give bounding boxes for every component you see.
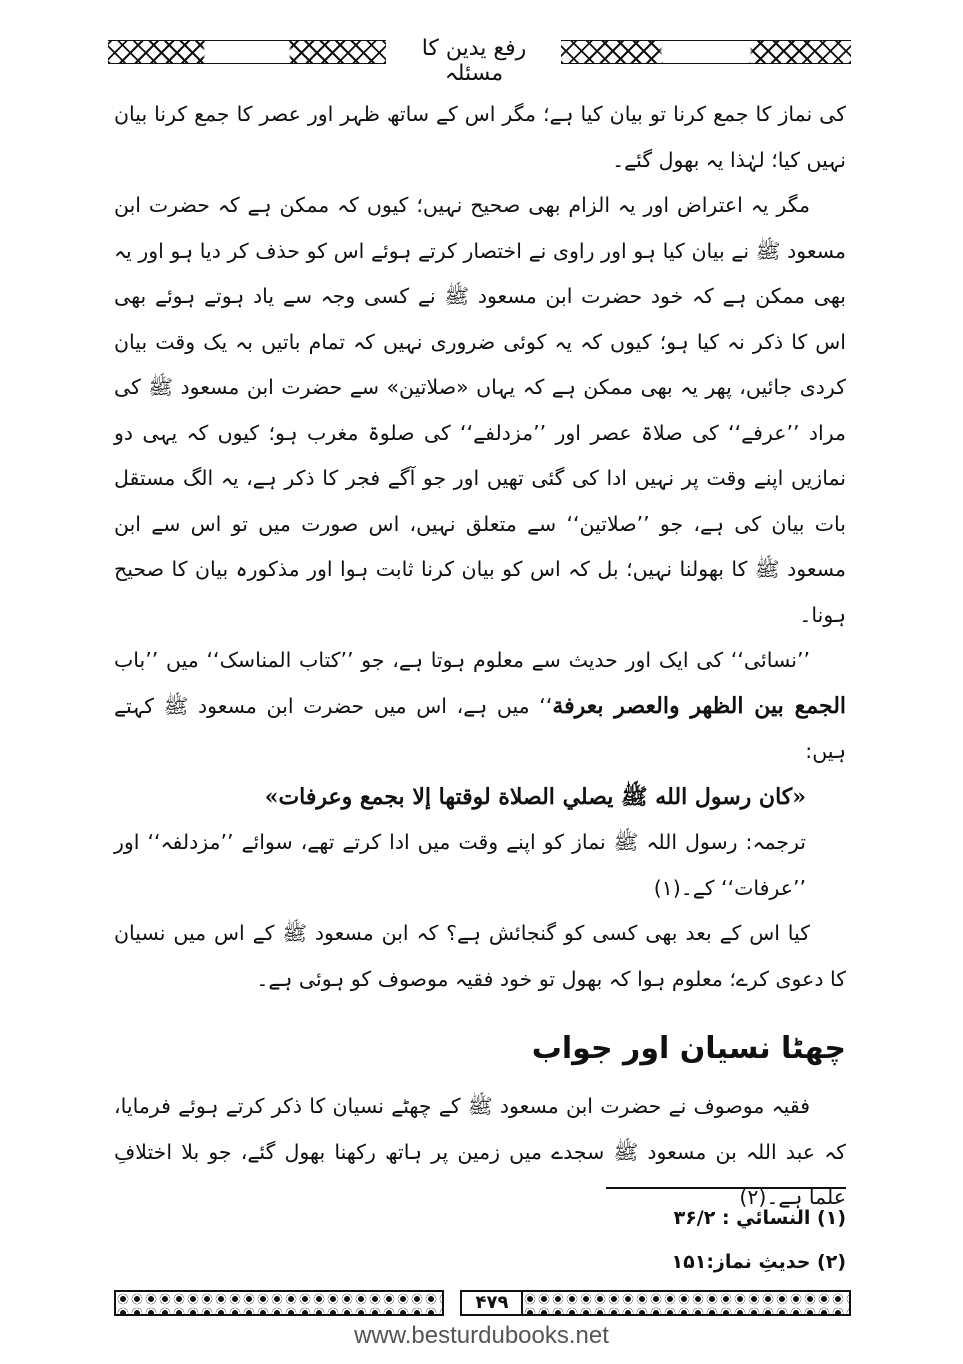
page-header bbox=[108, 32, 851, 86]
footnote-marker: (۲) bbox=[817, 1251, 846, 1273]
watermark-url: www.besturdubooks.net bbox=[354, 1322, 609, 1349]
footnotes bbox=[672, 1196, 846, 1284]
paragraph-3-part-a: ’’نسائی‘‘ کی ایک اور حدیث سے معلوم ہوتا ہے، جو ’’کتاب المناسک‘‘ میں ’’باب bbox=[114, 648, 810, 672]
paragraph-1: کی نماز کا جمع کرنا تو بیان کیا ہے؛ مگر اس کے ساتھ ظہر اور عصر کا جمع کرنا بیان نہیں کیا؛ لہٰذا یہ بھول گئے۔ bbox=[114, 102, 846, 172]
page-number: ۴۷۹ bbox=[460, 1290, 524, 1316]
body-text bbox=[114, 92, 846, 1221]
hadith-translation: ترجمہ: رسول اللہ ﷺ نماز کو اپنے وقت میں ادا کرتے تھے، سوائے ’’مزدلفہ‘‘ اور ’’عرفات‘‘ کے۔(۱) bbox=[114, 830, 806, 900]
running-title: رفع یدین کا مسئلہ bbox=[421, 36, 527, 86]
footnote-marker: (۱) bbox=[817, 1207, 846, 1229]
paragraph-3 bbox=[114, 638, 846, 775]
section-heading: چھٹا نسیان اور جواب bbox=[531, 1031, 846, 1066]
hadith-quote: «كان رسول الله ﷺ يصلي الصلاة لوقتها إلا بجمع وعرفات» bbox=[264, 783, 806, 810]
footnote-divider bbox=[606, 1187, 846, 1189]
footer-ornament-right bbox=[521, 1290, 851, 1316]
chapter-title-arabic: الجمع بین الظھر والعصر بعرفة bbox=[552, 692, 847, 719]
paragraph-3-part-c: ‘‘ میں ہے، اس میں حضرت ابن مسعود ﷺ کہتے ہیں: bbox=[114, 693, 846, 763]
header-ornament-left bbox=[108, 40, 386, 64]
paragraph-2: مگر یہ اعتراض اور یہ الزام بھی صحیح نہیں؛ کیوں کہ ممکن ہے کہ حضرت ابن مسعود ﷺ نے بیان کیا ہو اور راوی نے اختصار کرتے ہوئے اس کو حذف کر دیا ہو اور یہ بھی ممکن ہے کہ خود حضرت ابن مسعود ﷺ نے کسی وجہ سے یاد ہوتے ہوئے بھی اس کا ذکر نہ کیا ہو؛ کیوں کہ یہ کوئی ضروری نہیں کہ تمام باتیں بہ یک وقت بیان کردی جائیں، پھر یہ بھی ممکن ہے کہ یہاں «صلاتین» سے حضرت ابن مسعود ﷺ کی مراد ’’عرفے‘‘ کی صلاۃ عصر اور ’’مزدلفے‘‘ کی صلوۃ مغرب ہو؛ کیوں کہ یہی دو نمازیں اپنے وقت پر نہیں ادا کی گئی تھیں اور جو آگے فجر کا ذکر ہے، یہ الگ مستقل بات بیان کی ہے، جو ’’صلاتین‘‘ سے متعلق نہیں، اس صورت میں تو اس سے ابن مسعود ﷺ کا بھولنا نہیں؛ بل کہ اس کو بیان کرنا ثابت ہوا اور مذکورہ بیان کا صحیح ہونا۔ bbox=[114, 193, 846, 627]
header-ornament-right bbox=[561, 40, 851, 64]
page-footer bbox=[114, 1290, 851, 1320]
paragraph-5: فقیہ موصوف نے حضرت ابن مسعود ﷺ کے چھٹے نسیان کا ذکر کرتے ہوئے فرمایا، کہ عبد اللہ بن مسعود ﷺ سجدے میں زمین پر ہاتھ رکھنا بھول گئے، جو بلا اختلافِ علما ہے۔(۲) bbox=[114, 1094, 846, 1209]
footer-ornament-left bbox=[114, 1290, 444, 1316]
footnote-1 bbox=[672, 1196, 846, 1240]
footnote-text: حدیثِ نماز:۱۵۱ bbox=[671, 1251, 811, 1273]
paragraph-4: کیا اس کے بعد بھی کسی کو گنجائش ہے؟ کہ ابن مسعود ﷺ کے اس میں نسیان کا دعوی کرے؛ معلوم ہوا کہ بھول تو خود فقیہ موصوف کو ہوئی ہے۔ bbox=[114, 921, 846, 991]
footnote-text: النسائي : ۳۶/۲ bbox=[673, 1207, 811, 1229]
footnote-2 bbox=[672, 1240, 846, 1284]
